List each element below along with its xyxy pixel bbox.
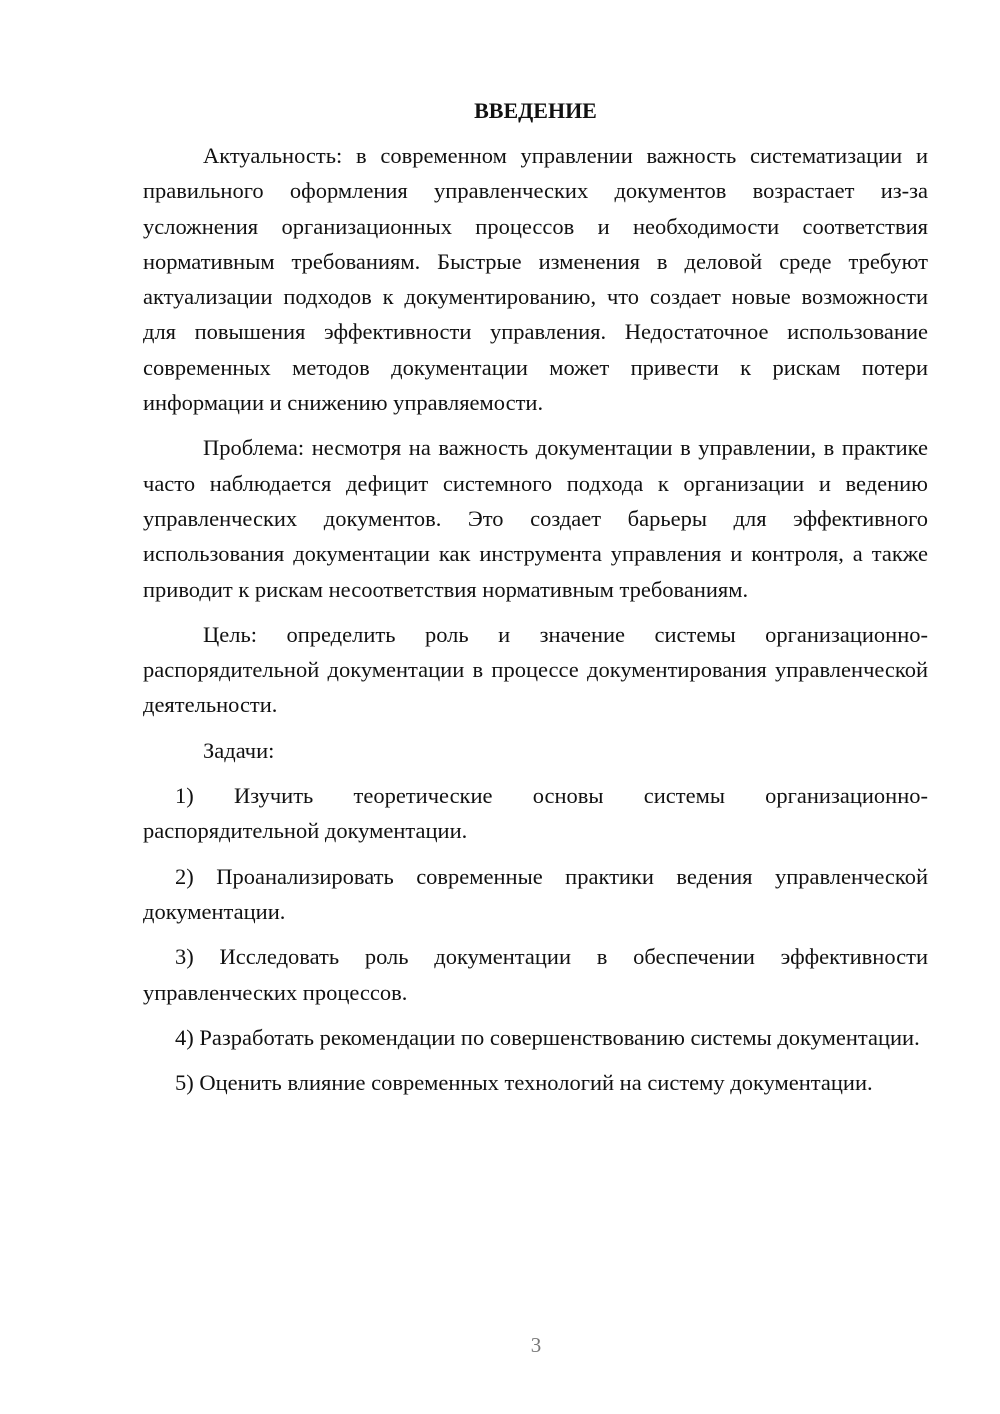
task-item-5: 5) Оценить влияние современных технологий на систему документации. <box>175 1070 873 1096</box>
tasks-label: Задачи: <box>203 737 275 763</box>
problem-paragraph: Проблема: несмотря на важность документации в управлении, в практике часто наблюдается дефицит системного подхода к организации и ведению управленческих документов. Это создает барьеры для эффективного использования документации как инструмента управления и контроля, а также приводит к рискам несоответствия нормативным требованиям. <box>143 435 928 602</box>
page-number: 3 <box>530 1333 542 1357</box>
relevance-paragraph: Актуальность: в современном управлении важность систематизации и правильного оформления управленческих документов возрастает из-за усложнения организационных процессов и необходимости соответствия нормативным требованиям. Быстрые изменения в деловой среде требуют актуализации подходов к документированию, что создает новые возможности для повышения эффективности управления. Недостаточное использование современных методов документации может привести к рискам потери информации и снижению управляемости. <box>143 143 928 416</box>
task-item-2: 2) Проанализировать современные практики ведения управленческой документации. <box>143 863 928 924</box>
goal-paragraph: Цель: определить роль и значение системы организационно-распорядительной документации в процессе документирования управленческой деятельности. <box>143 621 928 718</box>
task-item-1: 1) Изучить теоретические основы системы организационно-распорядительной документации. <box>143 783 928 844</box>
task-item-3: 3) Исследовать роль документации в обеспечении эффективности управленческих процессов. <box>143 944 928 1005</box>
page-content <box>143 96 928 1100</box>
task-item-4: 4) Разработать рекомендации по совершенствованию системы документации. <box>175 1024 920 1050</box>
section-heading: ВВЕДЕНИЕ <box>474 98 597 123</box>
